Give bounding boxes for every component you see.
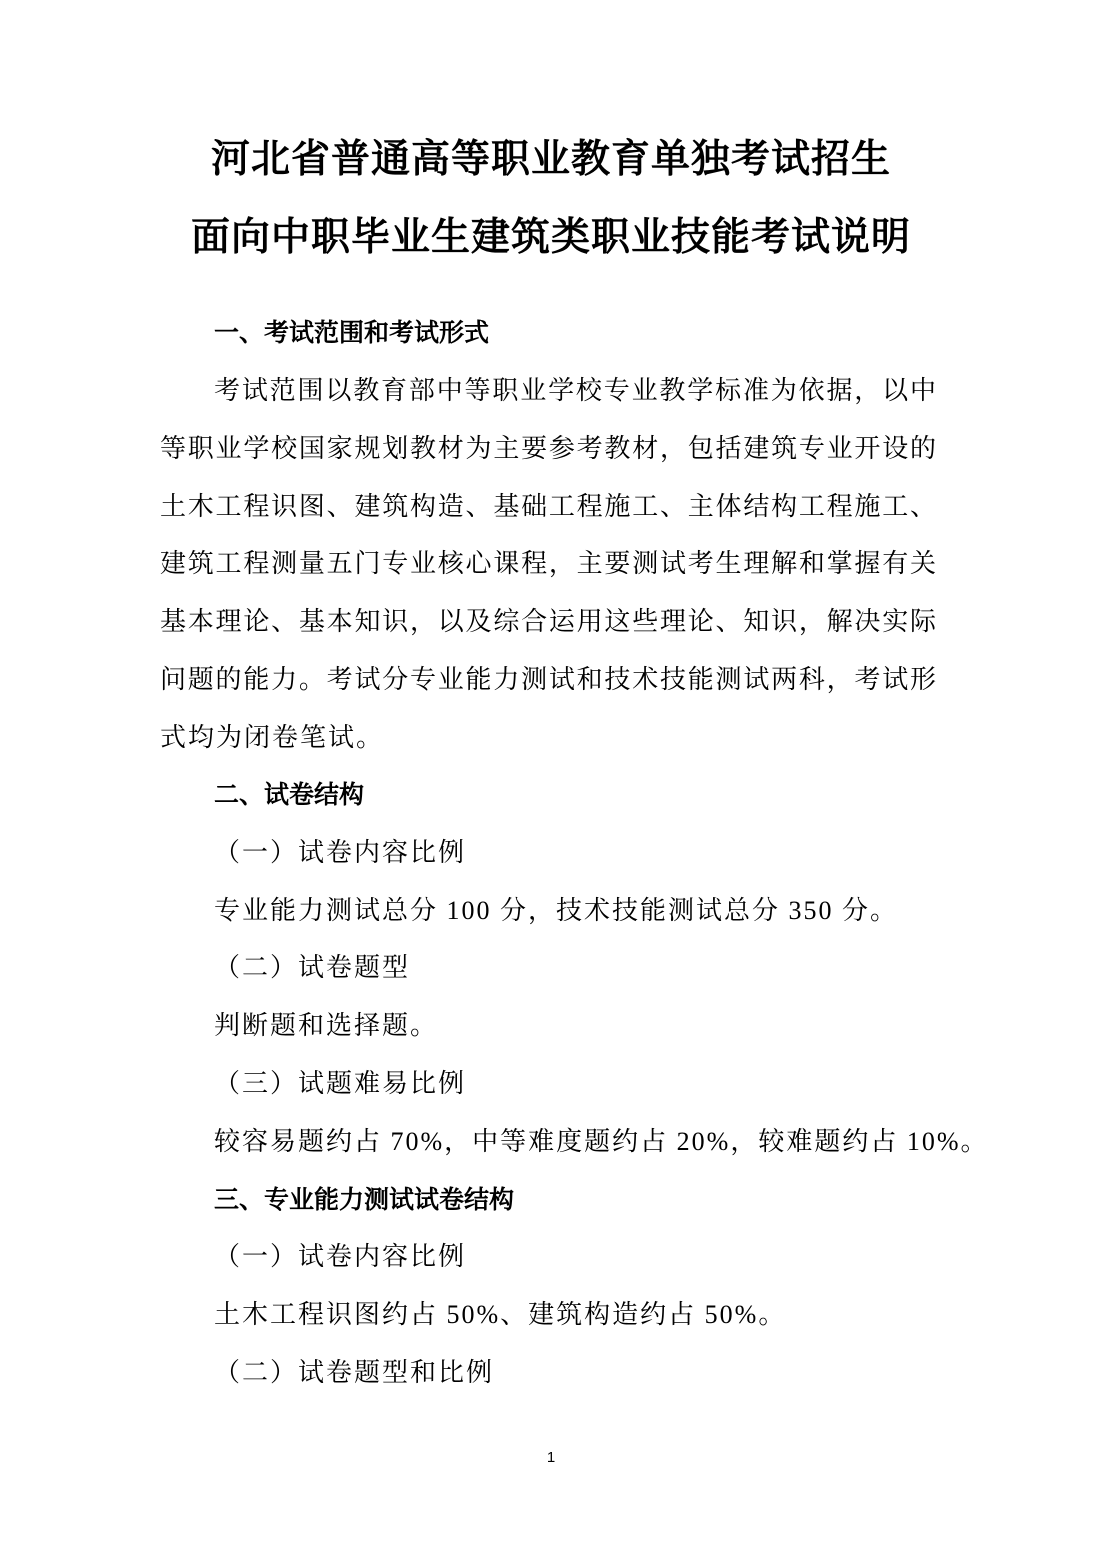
- section-1-paragraph-line: 考试范围以教育部中等职业学校专业教学标准为依据，以中: [214, 376, 936, 405]
- section-1-paragraph-line: 土木工程识图、建筑构造、基础工程施工、主体结构工程施工、: [160, 492, 936, 521]
- section-1-heading: 一、考试范围和考试形式: [214, 318, 490, 347]
- document-title-line-1: 河北省普通高等职业教育单独考试招生: [210, 137, 891, 182]
- section-2-text-1: 专业能力测试总分 100 分，技术技能测试总分 350 分。: [214, 896, 899, 925]
- section-3-heading: 三、专业能力测试试卷结构: [214, 1185, 515, 1214]
- section-2-subheading-2: （二）试卷题型: [214, 953, 411, 982]
- section-1-paragraph-line: 式均为闭卷笔试。: [160, 723, 385, 752]
- section-3-subheading-1: （一）试卷内容比例: [214, 1242, 467, 1271]
- section-2-text-2: 判断题和选择题。: [214, 1011, 439, 1040]
- section-1-paragraph-line: 基本理论、基本知识，以及综合运用这些理论、知识，解决实际: [160, 607, 936, 636]
- section-2-text-3: 较容易题约占 70%，中等难度题约占 20%，较难题约占 10%。: [214, 1127, 989, 1156]
- page-number: 1: [546, 1449, 556, 1466]
- section-1-paragraph-line: 问题的能力。考试分专业能力测试和技术技能测试两科，考试形: [160, 665, 936, 694]
- section-2-subheading-1: （一）试卷内容比例: [214, 838, 467, 867]
- section-2-heading: 二、试卷结构: [214, 780, 365, 809]
- section-3-subheading-2: （二）试卷题型和比例: [214, 1358, 495, 1387]
- document-title-line-2: 面向中职毕业生建筑类职业技能考试说明: [190, 215, 911, 260]
- section-1-paragraph-line: 等职业学校国家规划教材为主要参考教材，包括建筑专业开设的: [160, 434, 936, 463]
- section-2-subheading-3: （三）试题难易比例: [214, 1069, 467, 1098]
- section-3-text-1: 土木工程识图约占 50%、建筑构造约占 50%。: [214, 1300, 787, 1329]
- section-1-paragraph-line: 建筑工程测量五门专业核心课程，主要测试考生理解和掌握有关: [160, 549, 936, 578]
